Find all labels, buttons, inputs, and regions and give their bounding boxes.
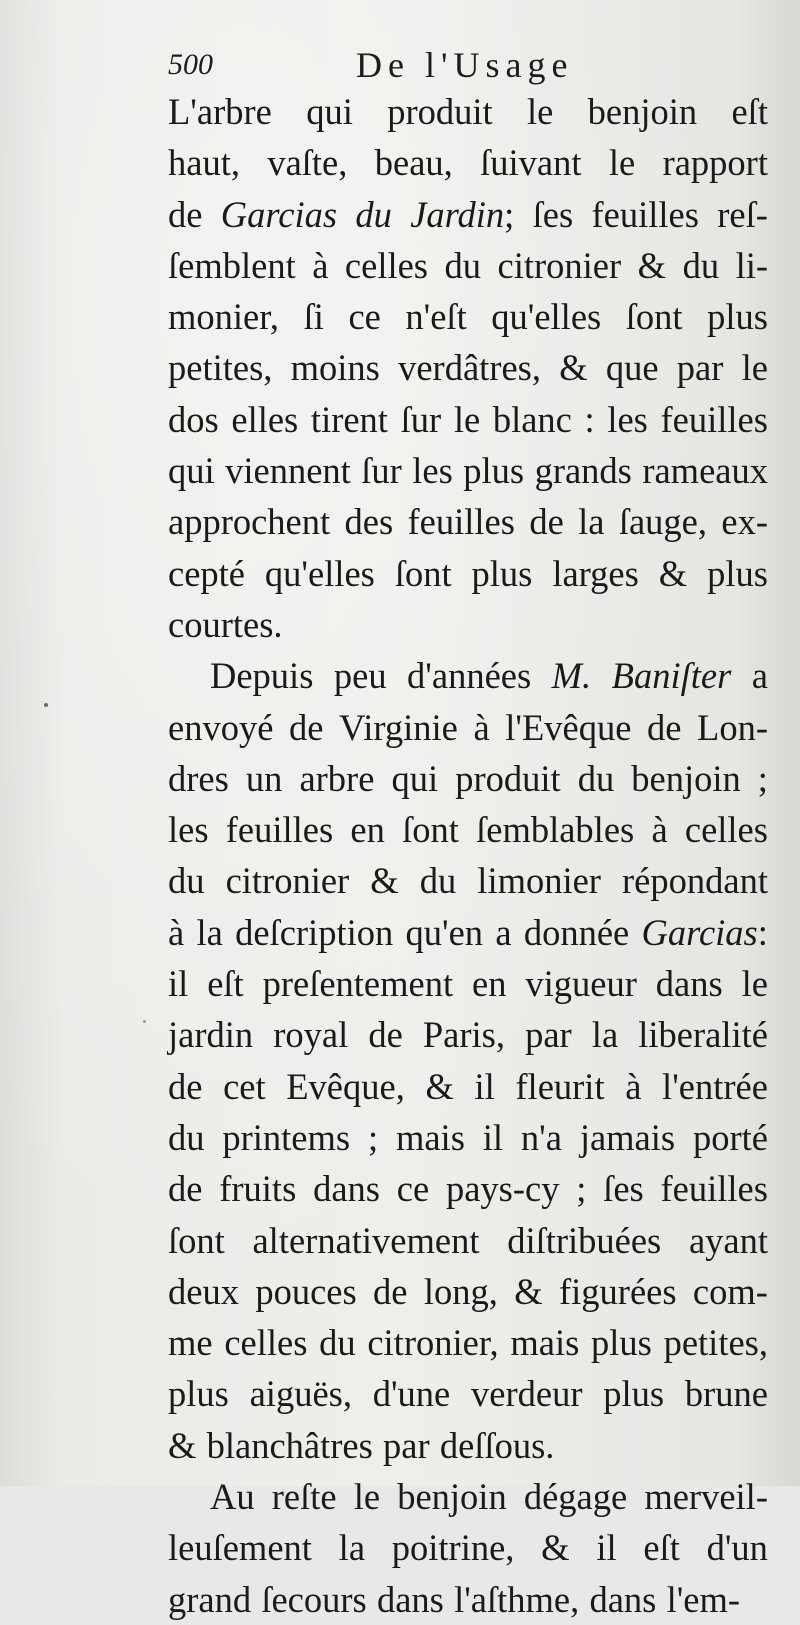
word: plus [707, 296, 768, 338]
word: l'Evêque [505, 706, 632, 748]
word: Au [210, 1476, 255, 1518]
word: la [591, 1014, 619, 1056]
word: en [350, 809, 385, 851]
word: l'aſthme, [454, 1578, 580, 1620]
word: que [605, 347, 659, 389]
ink-smudge [143, 1020, 146, 1023]
text-line [168, 855, 768, 906]
word: deſcription [235, 911, 394, 953]
word: citronier [497, 244, 622, 286]
text-line [168, 1471, 768, 1522]
word: la [338, 1527, 366, 1569]
word: la [196, 911, 223, 953]
word: à [312, 244, 329, 286]
text-line [168, 548, 768, 599]
word: ſont [394, 552, 452, 594]
word: plus [463, 450, 525, 492]
word: jamais [579, 1116, 676, 1158]
word: plus [168, 1373, 229, 1415]
word: à [625, 1065, 642, 1107]
word: vigueur [525, 963, 637, 1005]
word: ſur [361, 450, 402, 492]
word: de [647, 706, 682, 748]
word: pouces [255, 1270, 357, 1312]
text-line [168, 1112, 768, 1163]
text-line [168, 1266, 768, 1317]
word: rameaux [642, 450, 768, 492]
word: par [676, 347, 724, 389]
ink-smudge [44, 703, 48, 707]
word: ; [576, 1168, 587, 1210]
word: : [584, 398, 595, 440]
word: & [168, 1424, 197, 1466]
word: à [168, 911, 185, 953]
word: blanchâtres [206, 1424, 373, 1466]
word: qui [168, 450, 215, 492]
word: Garcias [220, 193, 338, 235]
word: ſemblent [168, 244, 296, 286]
word: des [344, 501, 394, 543]
word: porté [692, 1116, 768, 1158]
text-line [168, 1215, 768, 1266]
text-line [168, 599, 768, 650]
word: le [453, 398, 481, 440]
word: celles [224, 1322, 308, 1364]
word: moins [290, 347, 380, 389]
text-line [168, 1163, 768, 1214]
word: qu'elles [491, 296, 602, 338]
word: petites, [663, 1322, 768, 1364]
word: tirent [310, 398, 388, 440]
word: benjoin [631, 757, 741, 799]
word: ſes [532, 193, 574, 235]
word: du [168, 1116, 205, 1158]
text-line [168, 291, 768, 342]
word: pays-cy [445, 1168, 560, 1210]
word: Baniſter [611, 655, 732, 697]
paragraph [168, 1471, 768, 1625]
word: ſes [603, 1168, 644, 1210]
word: de [373, 1270, 408, 1312]
word: du [577, 757, 615, 799]
word: courtes. [168, 603, 283, 645]
word: peu [333, 655, 387, 697]
word: le [741, 347, 768, 389]
text-line [168, 445, 768, 496]
word: larges [552, 552, 639, 594]
word: & [637, 244, 667, 286]
word: eſt [207, 963, 244, 1005]
text-line [168, 702, 768, 753]
word: eſt [643, 1527, 680, 1569]
word: haut, [168, 142, 240, 184]
word: benjoin [587, 91, 698, 132]
word: de [168, 193, 203, 235]
word: du [168, 860, 205, 902]
body-text [168, 86, 768, 1625]
text-line [168, 1009, 768, 1060]
word: par [383, 1424, 430, 1466]
word: diſtribuées [507, 1219, 662, 1261]
word: qui [306, 91, 353, 132]
word: reſ- [717, 193, 768, 235]
word: l'em- [666, 1578, 741, 1620]
word: feuilles [407, 501, 515, 543]
word: Paris, [422, 1014, 505, 1056]
word: verdeur [471, 1373, 583, 1415]
word: en [472, 963, 507, 1005]
word: du [355, 193, 392, 235]
word: Evêque, [286, 1065, 405, 1107]
text-line [168, 1574, 768, 1625]
word: blanc [492, 398, 572, 440]
word: ſont [625, 296, 683, 338]
word: dans [655, 963, 723, 1005]
word: mais [395, 1116, 465, 1158]
word: qu'elles [264, 552, 375, 594]
word: il [474, 1065, 495, 1107]
word: ſuivant [480, 142, 582, 184]
word: qui [391, 757, 439, 799]
word: cet [223, 1065, 266, 1107]
word: elles [231, 398, 299, 440]
word: M. [551, 655, 592, 697]
word: l'entrée [662, 1065, 768, 1107]
word: donnée [523, 911, 630, 953]
word: a [751, 655, 768, 697]
word: ſur [400, 398, 442, 440]
word: long, [423, 1270, 498, 1312]
text-line [168, 958, 768, 1009]
text-line [168, 1061, 768, 1112]
word: mais [510, 1322, 580, 1364]
text-line [168, 1420, 768, 1471]
word: de [368, 1014, 403, 1056]
word: celles [684, 809, 768, 851]
word: Lon- [697, 706, 768, 748]
word: dans [376, 1578, 444, 1620]
word: fleurit [515, 1065, 605, 1107]
page-number: 500 [168, 48, 213, 81]
word: plus [591, 1322, 652, 1364]
word: & [658, 552, 688, 594]
word: la [578, 501, 605, 543]
word: com- [692, 1270, 768, 1312]
word: me [168, 1322, 213, 1364]
word: ſecours [261, 1578, 367, 1620]
paragraph [168, 86, 768, 650]
word: ce [396, 1168, 430, 1210]
text-line [168, 907, 768, 958]
word: beau, [374, 142, 453, 184]
word: viennent [225, 450, 351, 492]
word: les [412, 450, 453, 492]
word: leuſement [168, 1527, 312, 1569]
word: benjoin [397, 1476, 507, 1518]
text-line [168, 240, 768, 291]
word: n'a [520, 1116, 562, 1158]
word: produit [455, 757, 561, 799]
word: L'arbre [168, 91, 272, 132]
word: verdâtres, [398, 347, 541, 389]
word: jardin [168, 1014, 254, 1056]
word: un [245, 757, 283, 799]
word: plus [707, 552, 768, 594]
word: & [559, 347, 588, 389]
word: de [529, 501, 564, 543]
word: les [168, 809, 209, 851]
word: dans [313, 1168, 380, 1210]
word: par [525, 1014, 572, 1056]
word: à [473, 706, 490, 748]
word: du [319, 1322, 356, 1364]
word: le [526, 91, 554, 132]
word: feuilles [660, 398, 768, 440]
word: répondant [622, 860, 768, 902]
word: produit [387, 91, 493, 132]
word: brune [684, 1373, 768, 1415]
word: deux [168, 1270, 239, 1312]
word: li- [735, 244, 768, 286]
word: monier, [168, 296, 280, 338]
word: Depuis [210, 655, 314, 697]
word: feuilles [660, 1168, 768, 1210]
word: les [607, 398, 648, 440]
word: aiguës, [249, 1373, 352, 1415]
word: & [514, 1270, 543, 1312]
word: eſt [731, 91, 768, 132]
word: grands [534, 450, 632, 492]
word: le [741, 963, 768, 1005]
word: ce [348, 296, 381, 338]
word: limonier [477, 860, 601, 902]
text-line [168, 1368, 768, 1419]
text-line [168, 804, 768, 855]
word: envoyé [168, 706, 274, 748]
word: deſſous. [439, 1424, 555, 1466]
word: le [608, 142, 636, 184]
word: cepté [168, 552, 245, 594]
word: n'eſt [405, 296, 467, 338]
word: ; [367, 1116, 379, 1158]
word: ; [757, 757, 768, 799]
running-header [168, 40, 768, 90]
paragraph [168, 650, 768, 1471]
word: citronier [225, 860, 350, 902]
word: approchent [168, 501, 331, 543]
word: rapport [662, 142, 768, 184]
word: ſemblables [476, 809, 635, 851]
word: de [168, 1065, 203, 1107]
word: preſentement [262, 963, 454, 1005]
word: a [495, 911, 512, 953]
word: feuilles [225, 809, 334, 851]
word: du [682, 244, 720, 286]
word: alternativement [252, 1219, 480, 1261]
word: qu'en [405, 911, 484, 953]
word: dégage [523, 1476, 628, 1518]
text-line [168, 1317, 768, 1368]
word: d'une [372, 1373, 451, 1415]
word: il [596, 1527, 617, 1569]
word: il [482, 1116, 504, 1158]
word: Garcias: [641, 911, 768, 953]
word: petites, [168, 347, 273, 389]
word: feuilles [591, 193, 699, 235]
text-line [168, 394, 768, 445]
text-line [168, 137, 768, 188]
word: Virginie [339, 706, 458, 748]
word: figurées [559, 1270, 677, 1312]
word: dos [168, 398, 219, 440]
word: poitrine, [391, 1527, 515, 1569]
word: ſont [168, 1219, 225, 1261]
word: à [651, 809, 668, 851]
word: printems [222, 1116, 351, 1158]
word: grand [168, 1578, 252, 1620]
text-line [168, 189, 768, 240]
word: ſi [303, 296, 324, 338]
word: il [168, 963, 189, 1005]
word: arbre [299, 757, 375, 799]
word: merveil- [644, 1476, 768, 1518]
word: d'années [407, 655, 532, 697]
word: d'un [706, 1527, 768, 1569]
word: ſont [402, 809, 459, 851]
word: dans [589, 1578, 657, 1620]
word: liberalité [638, 1014, 768, 1056]
word: ex- [721, 501, 768, 543]
word: du [444, 244, 482, 286]
word: ayant [688, 1219, 768, 1261]
word: fruits [219, 1168, 297, 1210]
word: & [425, 1065, 454, 1107]
text-line [168, 753, 768, 804]
text-line [168, 342, 768, 393]
word: celles [344, 244, 429, 286]
word: de [168, 1168, 203, 1210]
text-line [168, 1522, 768, 1573]
word: de [289, 706, 324, 748]
text-line [168, 496, 768, 547]
word: vaſte, [267, 142, 348, 184]
word: plus [471, 552, 533, 594]
word: reſte [271, 1476, 337, 1518]
word: citronier, [367, 1322, 499, 1364]
text-line [168, 650, 768, 701]
running-title: De l'Usage [356, 45, 574, 85]
word: & [541, 1527, 570, 1569]
word: Jardin; [410, 193, 515, 235]
word: & [370, 860, 399, 902]
word: royal [273, 1014, 349, 1056]
text-line [168, 86, 768, 137]
word: ſauge, [618, 501, 708, 543]
word: du [419, 860, 457, 902]
word: le [353, 1476, 381, 1518]
word: plus [603, 1373, 665, 1415]
word: dres [168, 757, 229, 799]
